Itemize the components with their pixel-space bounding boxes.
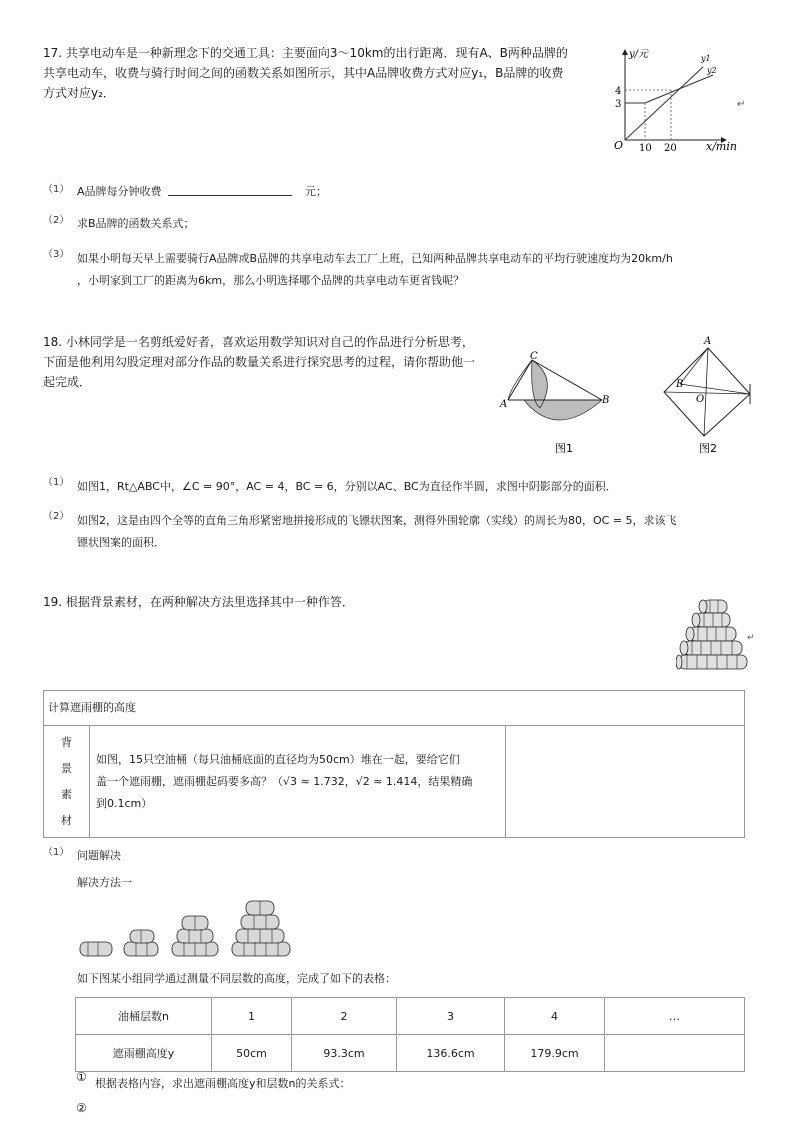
q18-fig2-O: O [696,394,705,405]
q17-number: 17. [43,46,63,60]
q19-item2-mark: ② [76,1101,87,1115]
q17-text-line3: 方式对应y₂． [43,86,115,100]
q19-sub1-num: （1） [43,847,70,858]
q17-graph-ytick-4: 4 [615,86,622,97]
q19-item1-text: 根据表格内容，求出遮雨棚高度y和层数n的关系式： [95,1077,351,1090]
q19-side-char: 材 [61,813,72,827]
q18-stem [43,332,493,392]
table-row [76,1035,745,1072]
q19-number: 19. [43,595,63,609]
table-cell: 50cm [212,1035,292,1072]
q17-sub3-body [77,248,757,292]
q19-material-line1: 如图，15只空油桶（每只油桶底面的直径均为50cm）堆在一起，要给它们 [96,752,460,766]
q18-figure2 [656,332,766,460]
q17-stem [43,43,603,103]
q17-sub1-body [77,181,327,203]
q17-sub3-line1: 如果小明每天早上需要骑行A品牌或B品牌的共享电动车去工厂上班，已知两种品牌共享电动车的平均行驶速度均为20km/h [77,252,673,265]
table-cell: 179.9cm [505,1035,605,1072]
q17-text-line2: 共享电动车，收费与骑行时间之间的函数关系如图所示，其中A品牌收费方式对应y₁，B品牌的收费 [43,66,564,80]
q18-sub1-text: 如图1，Rt△ABC中，∠C = 90°，AC = 4，BC = 6，分别以AC、BC为直径作半圆，求图中阴影部分的面积． [77,480,617,493]
q18-sub1-num: （1） [43,477,70,488]
q17-sub1-num: （1） [43,184,70,195]
table-cell: 93.3cm [292,1035,397,1072]
q18-figure1 [496,348,621,460]
q17-graph-y-label: y/元 [629,49,649,60]
q19-barrel-pyramid [676,596,756,672]
q18-fig1-caption: 图1 [555,442,573,455]
q17-sub3-line2: ，小明家到工厂的距离为6km，那么小明选择哪个品牌的共享电动车更省钱呢？ [77,274,465,287]
q19-side-char: 背 [61,735,72,749]
q19-row2-header: 遮雨棚高度y [76,1035,212,1072]
table-cell: 136.6cm [397,1035,505,1072]
q19-side-char: 景 [61,761,72,775]
table-cell: 4 [505,998,605,1035]
table-cell: … [605,998,745,1035]
q17-graph-xtick-10: 10 [639,143,652,154]
q18-fig1-B: B [602,395,610,406]
q18-text-line2: 下面是他利用勾股定理对部分作品的数量关系进行探究思考的过程，请你帮助他一 [43,355,476,369]
q18-sub2-line1: 如图2，这是由四个全等的直角三角形紧密地拼接形成的飞镖状图案，测得外围轮廓（实线）的周长为80，OC = 5，求该飞 [77,514,677,527]
q19-table-title: 计算遮雨棚的高度 [44,691,745,726]
q18-sub2-body [77,510,757,554]
q17-sub2-num: （2） [43,215,70,226]
q17-sub1-answer-blank[interactable] [168,184,292,196]
q19-method1-label: 解决方法一 [77,876,132,889]
q17-sub3-num: （3） [43,249,70,260]
q18-text-line3: 起完成． [43,375,92,389]
q19-barrel-stacks [76,898,296,962]
table-cell [605,1035,745,1072]
q19-table-intro: 如下图某小组同学通过测量不同层数的高度，完成了如下的表格： [77,972,396,985]
table-cell: 3 [397,998,505,1035]
table-cell: 2 [292,998,397,1035]
q19-material-text [90,726,506,838]
q19-text: 根据背景素材，在两种解决方法里选择其中一种作答． [65,595,354,609]
q18-fig2-B: B [676,379,684,390]
q18-number: 18. [43,335,63,349]
q19-material-line2: 盖一个遮雨棚，遮雨棚起码要多高？（√3 ≈ 1.732，√2 ≈ 1.414，结果精确 [96,774,473,788]
q17-sub1-text: A品牌每分钟收费 [77,185,162,198]
q17-sub1-unit: 元； [305,185,328,198]
q17-graph-ytick-3: 3 [615,99,622,110]
table-row [76,998,745,1035]
q19-data-table [75,997,745,1072]
table-cell: 1 [212,998,292,1035]
q19-background-table [43,690,745,838]
q19-material-line3: 到0.1cm） [96,796,153,810]
q17-graph-line2-label: y2 [707,66,717,75]
q18-fig1-C: C [530,351,538,362]
q19-stem [43,592,354,612]
q18-fig1-A: A [500,399,508,410]
q19-item1-mark: ① [76,1070,87,1084]
q18-text-line1: 小林同学是一名剪纸爱好者，喜欢运用数学知识对自己的作品进行分析思考， [65,335,474,349]
q19-row1-header: 油桶层数n [76,998,212,1035]
q17-graph [603,45,753,157]
q19-side-label [44,726,90,838]
q19-side-char: 素 [61,787,72,801]
q18-sub2-num: （2） [43,511,70,522]
q17-graph-line1-label: y1 [701,54,711,63]
q19-sub1-text: 问题解决 [77,849,121,862]
q17-text-line1: 共享电动车是一种新理念下的交通工具：主要面向3～10km的出行距离．现有A、B两种品牌的 [65,46,568,60]
q17-graph-origin: O [614,139,624,152]
q18-sub2-line2: 镖状图案的面积． [77,536,165,549]
q17-graph-return-mark: ↵ [737,99,746,110]
q17-graph-xtick-20: 20 [664,143,677,154]
q17-sub2-text: 求B品牌的函数关系式； [77,217,195,230]
q19-pyramid-return-mark: ↵ [747,633,755,643]
q18-fig2-A: A [704,336,712,347]
q17-graph-x-label: x/min [706,140,737,153]
q19-material-image-cell [506,726,745,838]
q18-fig2-caption: 图2 [699,442,717,455]
